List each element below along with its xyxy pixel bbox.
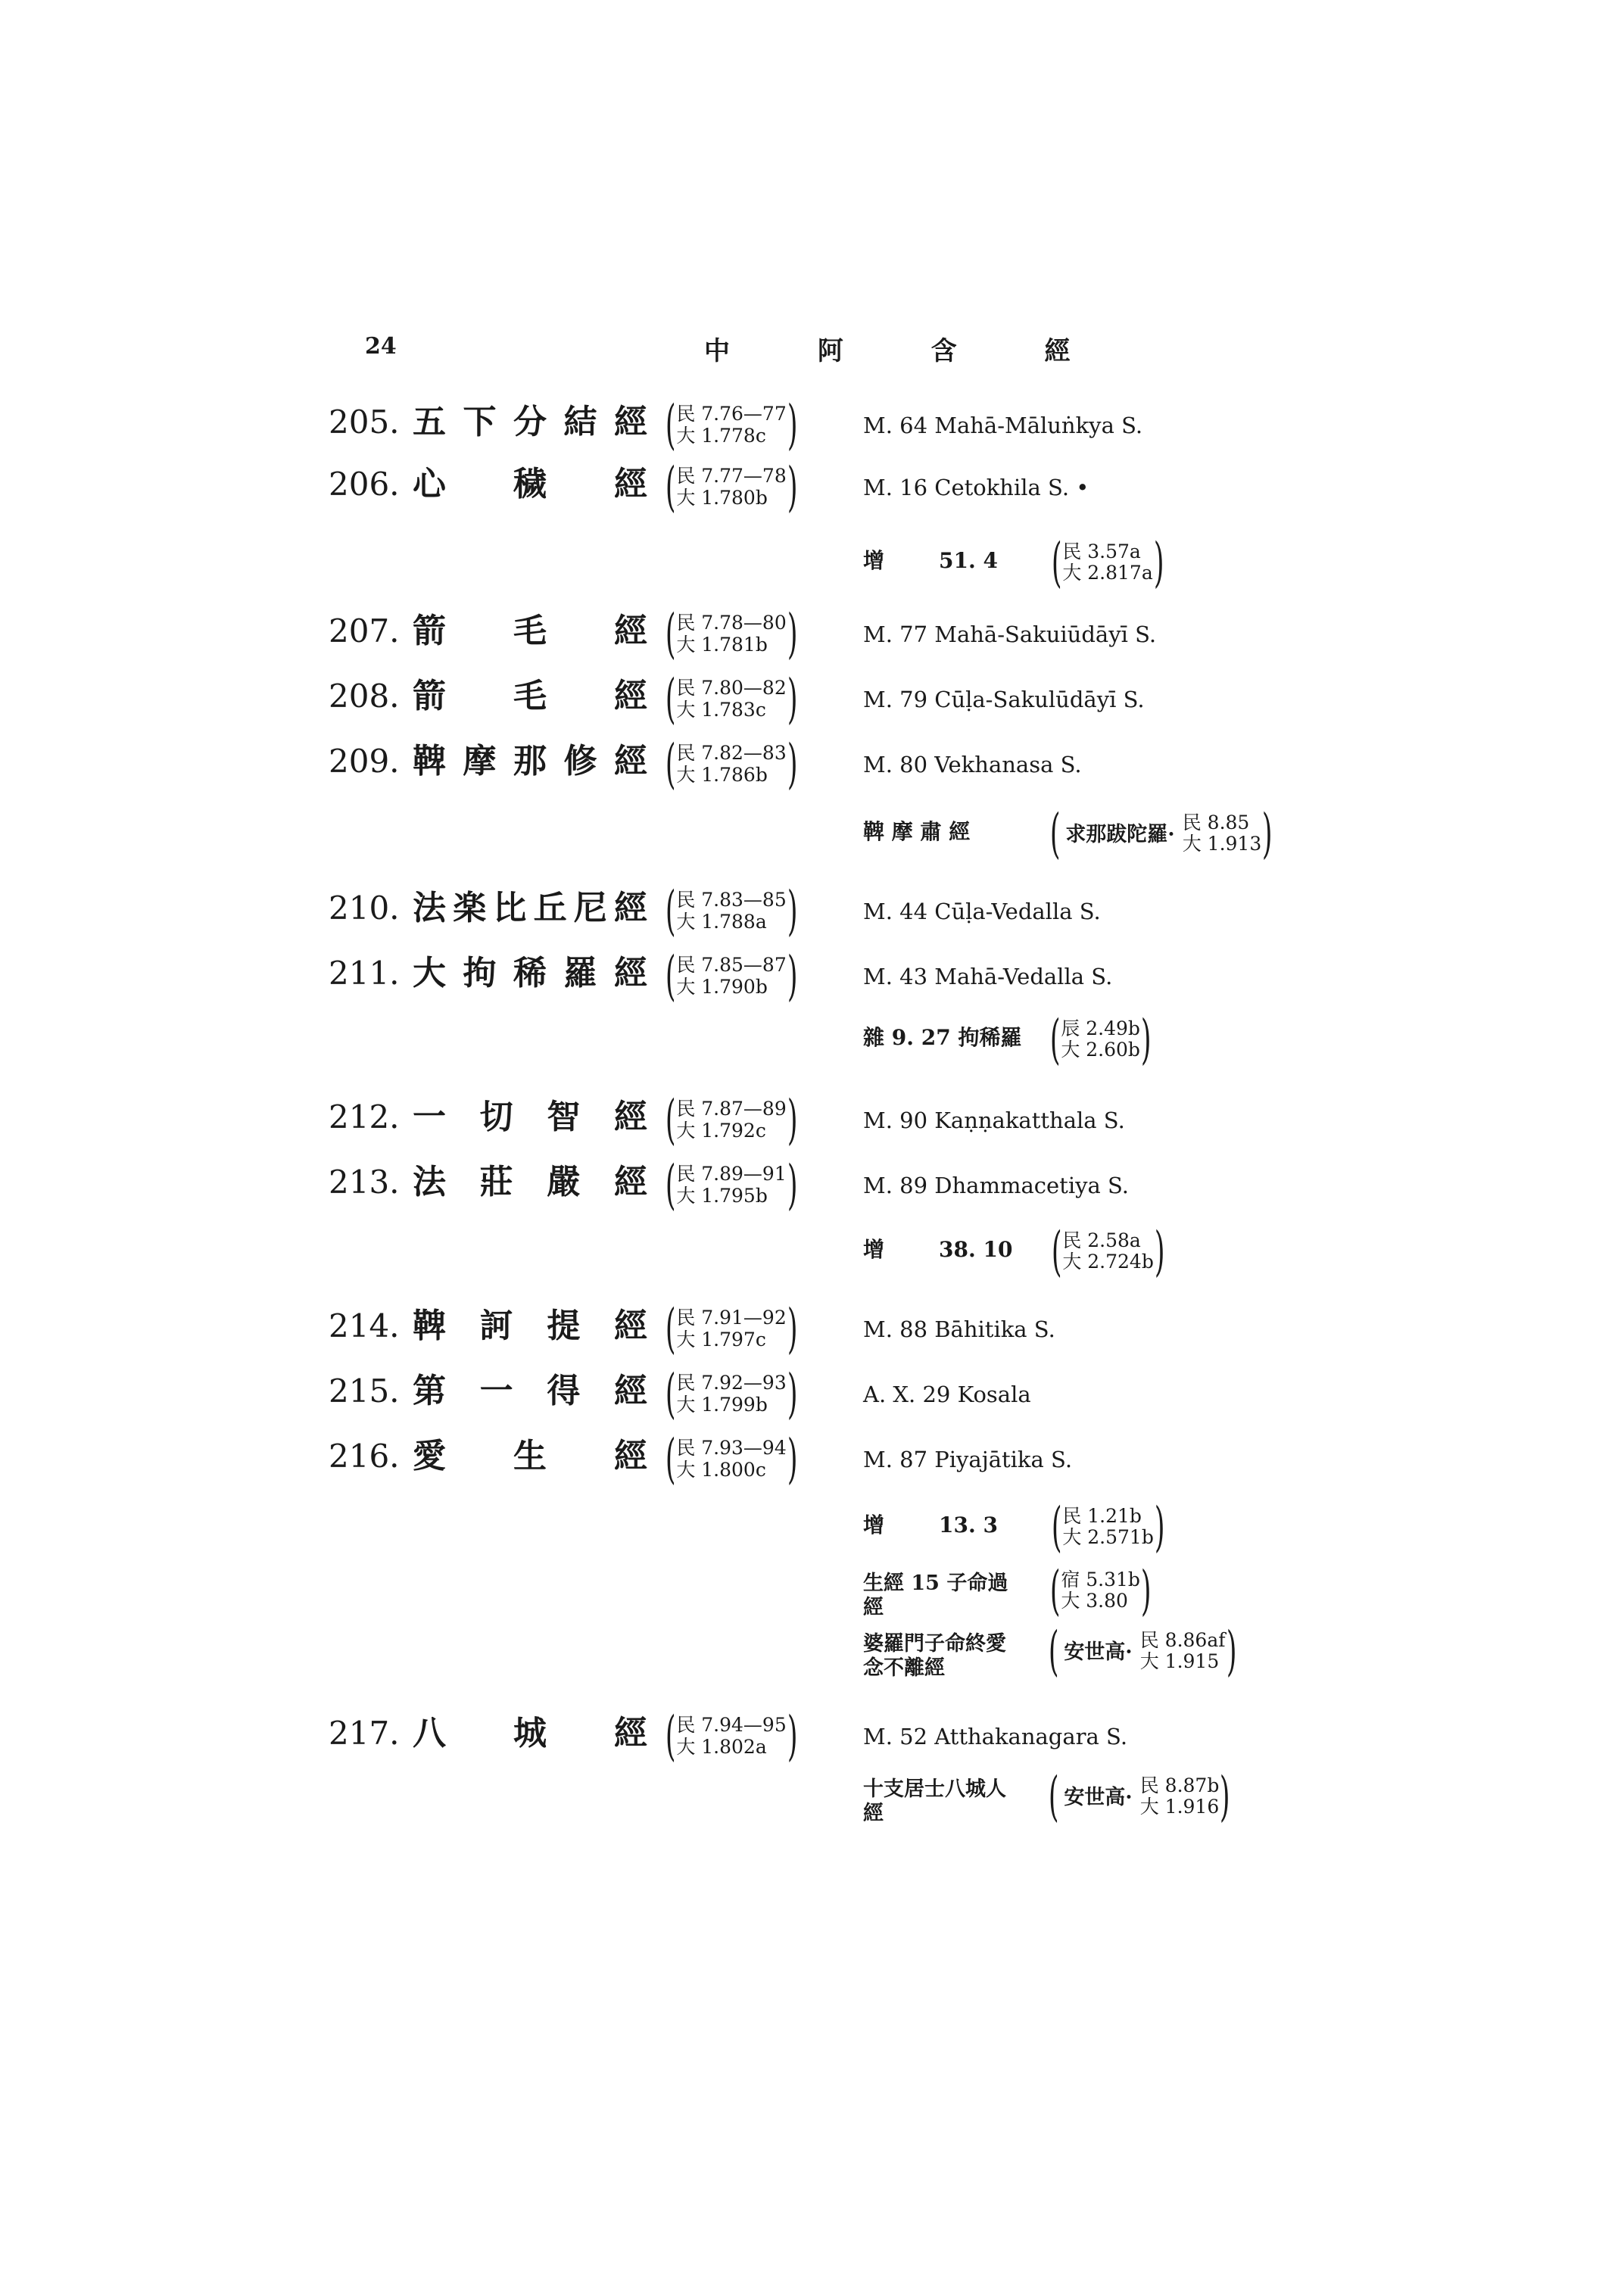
reference-line-1: 民 8.85 — [1182, 812, 1250, 833]
right-paren: ) — [1220, 1765, 1230, 1827]
sutra-title-char: 毛 — [513, 612, 547, 650]
entry-number: 215. — [329, 1372, 400, 1410]
reference-stack — [676, 612, 786, 656]
sutra-title-char: 下 — [463, 403, 497, 441]
reference-line-1: 民 7.80—82 — [676, 677, 787, 699]
reference-line-2: 大 2.724b — [1062, 1251, 1154, 1273]
sutra-title-char: 經 — [614, 1437, 647, 1475]
sutra-reference — [660, 945, 803, 1007]
sutra-title-char: 楽 — [453, 889, 487, 927]
entry-row — [0, 1089, 1624, 1157]
sutra-title-char: 丘 — [533, 889, 567, 927]
entry-row — [0, 880, 1624, 948]
pali-parallel: M. 90 Kaṇṇakatthala S. — [863, 1108, 1125, 1133]
right-paren: ) — [787, 1363, 798, 1425]
reference-line-2: 大 1.781b — [676, 634, 768, 656]
sutra-title-char: 經 — [613, 1163, 647, 1201]
right-paren: ) — [1153, 531, 1164, 594]
sutra-title-char: 智 — [547, 1098, 581, 1136]
pali-parallel: M. 88 Bāhitika S. — [863, 1316, 1055, 1342]
parallel-source: 鞞 摩 肅 經 — [863, 819, 971, 844]
sutra-title-char: 箭 — [413, 612, 446, 650]
left-paren: ( — [665, 733, 676, 795]
reference-line-2: 大 1.780b — [676, 487, 768, 509]
reference-stack — [676, 403, 786, 447]
reference-stack — [676, 954, 786, 998]
pali-parallel: M. 52 Atthakanagara S. — [863, 1724, 1128, 1749]
entry-row — [0, 456, 1624, 524]
parallel-row — [0, 531, 1624, 607]
sutra-title-char: 第 — [413, 1372, 446, 1410]
reference-group — [660, 603, 803, 665]
right-paren: ) — [787, 880, 798, 942]
sutra-title-char: 經 — [614, 954, 647, 992]
parallel-source: 增 — [863, 548, 885, 573]
reference-stack — [676, 889, 786, 933]
sutra-title-char: 經 — [614, 465, 647, 503]
sutra-title-char: 鞞 — [413, 1307, 446, 1345]
sutra-title-char: 法 — [413, 889, 446, 927]
sutra-title-char: 經 — [614, 403, 647, 441]
sutra-reference — [660, 1705, 803, 1767]
sutra-title-char: 一 — [479, 1372, 513, 1410]
parallel-number: 38. 10 — [939, 1237, 1013, 1262]
parallel-reference — [1045, 1008, 1156, 1070]
entry-number: 213. — [329, 1164, 400, 1201]
reference-line-2: 大 1.799b — [676, 1394, 768, 1416]
sutra-title-char: 經 — [613, 1307, 647, 1345]
reference-stack — [676, 1372, 786, 1416]
reference-stack — [1062, 1230, 1154, 1273]
sutra-title-char: 一 — [413, 1098, 446, 1136]
right-paren: ) — [787, 394, 798, 456]
right-paren: ) — [787, 1705, 798, 1767]
sutra-title-char: 分 — [513, 403, 547, 441]
entry-row — [0, 603, 1624, 671]
reference-stack — [1062, 1506, 1154, 1548]
reference-stack — [676, 1307, 786, 1351]
reference-stack — [676, 1437, 786, 1481]
reference-line-1: 民 8.87b — [1139, 1774, 1220, 1796]
entry-row — [0, 1154, 1624, 1222]
left-paren: ( — [1051, 1220, 1062, 1282]
left-paren: ( — [1051, 531, 1062, 594]
pali-parallel: M. 16 Cetokhila S. • — [863, 475, 1089, 500]
parallel-row — [0, 1559, 1624, 1637]
sutra-title-char: 生 — [513, 1437, 547, 1475]
entry-row — [0, 1363, 1624, 1431]
sutra-title-char: 八 — [413, 1714, 446, 1752]
left-paren: ( — [665, 1428, 676, 1490]
entry-number: 205. — [329, 403, 400, 441]
sutra-title — [413, 401, 647, 444]
right-paren: ) — [787, 1298, 798, 1360]
pali-parallel: M. 43 Mahā-Vedalla S. — [863, 964, 1113, 989]
right-paren: ) — [1262, 802, 1273, 865]
left-paren: ( — [1048, 1620, 1059, 1682]
reference-group — [660, 1705, 803, 1767]
reference-line-1: 民 7.77—78 — [676, 465, 787, 487]
parallel-row — [0, 802, 1624, 878]
left-paren: ( — [1049, 1559, 1061, 1622]
sutra-reference — [660, 1089, 803, 1151]
left-paren: ( — [665, 603, 676, 665]
sutra-reference — [660, 1363, 803, 1425]
entry-number: 211. — [329, 955, 400, 992]
sutra-title-char: 修 — [563, 742, 597, 780]
sutra-title-char: 城 — [513, 1714, 547, 1752]
reference-stack — [676, 1163, 786, 1207]
sutra-title — [413, 610, 647, 653]
entry-row — [0, 394, 1624, 462]
pali-parallel: A. X. 29 Kosala — [863, 1382, 1031, 1407]
sutra-title — [413, 887, 647, 930]
entry-number: 209. — [329, 743, 400, 780]
parallel-source-line-2: 經 — [863, 1802, 884, 1825]
left-paren: ( — [665, 668, 676, 730]
sutra-title-char: 經 — [614, 612, 647, 650]
reference-stack — [1140, 1775, 1220, 1818]
reference-group — [660, 945, 803, 1007]
parallel-source: 雜 9. 27 拘稀羅 — [863, 1025, 1022, 1050]
sutra-title-char: 摩 — [463, 742, 497, 780]
reference-line-1: 辰 2.49b — [1061, 1017, 1140, 1039]
sutra-title-char: 莊 — [479, 1163, 513, 1201]
reference-line-2: 大 1.916 — [1139, 1796, 1220, 1818]
sutra-title-char: 比 — [493, 889, 527, 927]
entry-number: 206. — [329, 466, 400, 503]
left-paren: ( — [665, 456, 676, 518]
reference-group — [660, 1298, 803, 1360]
right-paren: ) — [1226, 1620, 1236, 1682]
left-paren: ( — [665, 394, 676, 456]
parallel-source: 增 — [863, 1513, 885, 1537]
right-paren: ) — [1140, 1559, 1152, 1622]
sutra-reference — [660, 603, 803, 665]
left-paren: ( — [1049, 1008, 1061, 1070]
right-paren: ) — [787, 945, 798, 1007]
right-paren: ) — [1154, 1220, 1165, 1282]
sutra-title-char: 得 — [547, 1372, 581, 1410]
reference-line-1: 宿 5.31b — [1061, 1569, 1140, 1590]
parallel-reference — [1045, 1559, 1156, 1622]
sutra-title-char: 經 — [613, 889, 647, 927]
reference-stack — [676, 1714, 786, 1758]
reference-line-2: 大 3.80 — [1061, 1590, 1128, 1612]
parallel-reference — [1043, 1620, 1242, 1682]
sutra-title-char: 經 — [613, 1098, 647, 1136]
reference-line-1: 民 7.83—85 — [676, 889, 787, 911]
page-title: 中 阿 含 經 — [704, 336, 1110, 366]
parallel-source-line-1: 生經 15 子命過 — [863, 1572, 1008, 1595]
sutra-title-char: 尼 — [573, 889, 607, 927]
sutra-title-char: 穢 — [513, 465, 547, 503]
entry-row — [0, 733, 1624, 801]
reference-stack — [1061, 1569, 1140, 1612]
left-paren: ( — [665, 1154, 676, 1216]
reference-group — [660, 880, 803, 942]
reference-stack — [1140, 1630, 1226, 1672]
reference-stack — [676, 677, 786, 721]
reference-line-1: 民 7.82—83 — [676, 742, 787, 764]
sutra-title — [413, 1370, 647, 1413]
parallel-reference — [1046, 531, 1169, 594]
reference-line-1: 民 7.91—92 — [676, 1307, 787, 1329]
reference-line-2: 大 1.795b — [676, 1185, 768, 1207]
entry-number: 210. — [329, 889, 400, 927]
pali-parallel: M. 79 Cūḷa-Sakulūdāyī S. — [863, 687, 1145, 712]
reference-group — [660, 1363, 803, 1425]
sutra-title-char: 那 — [513, 742, 547, 780]
reference-line-2: 大 1.778c — [676, 425, 766, 447]
entry-row — [0, 1298, 1624, 1366]
reference-stack — [1062, 541, 1152, 584]
right-paren: ) — [787, 1428, 798, 1490]
parallel-reference — [1046, 1496, 1170, 1558]
reference-line-2: 大 1.786b — [676, 764, 768, 786]
entry-row — [0, 668, 1624, 736]
reference-stack — [1183, 812, 1262, 855]
reference-line-2: 大 1.790b — [676, 976, 768, 998]
entry-number: 214. — [329, 1307, 400, 1344]
reference-stack — [676, 1098, 786, 1142]
sutra-reference — [660, 668, 803, 730]
sutra-reference — [660, 1154, 803, 1216]
sutra-title-char: 大 — [413, 954, 446, 992]
parallel-source-line-1: 十支居士八城人 — [863, 1777, 1006, 1801]
left-paren: ( — [665, 1363, 676, 1425]
left-paren: ( — [665, 1089, 676, 1151]
reference-group — [1046, 1496, 1170, 1558]
left-paren: ( — [665, 945, 676, 1007]
reference-line-2: 大 1.800c — [676, 1459, 766, 1481]
sutra-title-char: 經 — [613, 1372, 647, 1410]
right-paren: ) — [787, 1089, 798, 1151]
reference-line-1: 民 7.76—77 — [676, 403, 787, 425]
parallel-row — [0, 1008, 1624, 1084]
sutra-reference — [660, 1428, 803, 1490]
pali-parallel: M. 77 Mahā-Sakuiūdāyī S. — [863, 622, 1157, 647]
parallel-reference — [1045, 802, 1278, 865]
sutra-title — [413, 1712, 647, 1755]
parallel-source-line-2: 念不離經 — [863, 1656, 945, 1680]
sutra-reference — [660, 1298, 803, 1360]
sutra-title-char: 鞞 — [413, 742, 446, 780]
reference-line-1: 民 2.58a — [1062, 1229, 1141, 1251]
entry-number: 207. — [329, 612, 400, 650]
reference-line-1: 民 7.93—94 — [676, 1437, 787, 1459]
sutra-title-char: 結 — [563, 403, 597, 441]
parallel-source: 增 — [863, 1237, 885, 1262]
pali-parallel: M. 80 Vekhanasa S. — [863, 752, 1082, 777]
parallel-reference — [1046, 1220, 1170, 1282]
sutra-reference — [660, 456, 803, 518]
sutra-title — [413, 1161, 647, 1204]
reference-group — [660, 668, 803, 730]
parallel-row — [0, 1765, 1624, 1843]
right-paren: ) — [787, 668, 798, 730]
parallel-row — [0, 1220, 1624, 1296]
entry-row — [0, 945, 1624, 1013]
page-number: 24 — [365, 333, 397, 360]
entry-number: 208. — [329, 678, 400, 715]
parallel-row — [0, 1496, 1624, 1572]
right-paren: ) — [1140, 1008, 1152, 1070]
right-paren: ) — [787, 1154, 798, 1216]
reference-line-2: 大 1.788a — [676, 911, 767, 933]
sutra-title — [413, 740, 647, 783]
reference-group — [1045, 1008, 1156, 1070]
parallel-reference — [1043, 1765, 1236, 1827]
right-paren: ) — [787, 603, 798, 665]
sutra-title — [413, 952, 647, 995]
reference-line-1: 民 7.94—95 — [676, 1714, 787, 1736]
translator: 安世高· — [1064, 1786, 1133, 1809]
entry-number: 212. — [329, 1098, 400, 1136]
sutra-reference — [660, 394, 803, 456]
sutra-title-char: 經 — [614, 677, 647, 715]
reference-group — [660, 394, 803, 456]
sutra-title-char: 切 — [479, 1098, 513, 1136]
sutra-title-char: 嚴 — [547, 1163, 581, 1201]
sutra-title — [413, 463, 647, 506]
reference-line-1: 民 7.87—89 — [676, 1098, 787, 1120]
parallel-source — [863, 1777, 1045, 1826]
reference-line-2: 大 1.783c — [676, 699, 766, 721]
sutra-title-char: 提 — [547, 1307, 581, 1345]
pali-parallel: M. 64 Mahā-Māluṅkya S. — [863, 413, 1143, 438]
right-paren: ) — [787, 456, 798, 518]
translator: 求那跋陀羅· — [1065, 823, 1175, 846]
reference-group — [660, 1428, 803, 1490]
pali-parallel: M. 87 Piyajātika S. — [863, 1447, 1073, 1472]
right-paren: ) — [1154, 1496, 1165, 1558]
reference-line-1: 民 7.89—91 — [676, 1163, 787, 1185]
reference-line-1: 民 7.92—93 — [676, 1372, 787, 1394]
reference-line-2: 大 1.915 — [1139, 1650, 1220, 1672]
reference-line-2: 大 1.913 — [1182, 833, 1262, 855]
sutra-reference — [660, 880, 803, 942]
entry-number: 216. — [329, 1438, 400, 1475]
parallel-source — [863, 1632, 1045, 1681]
reference-group — [660, 456, 803, 518]
sutra-title — [413, 1435, 647, 1478]
right-paren: ) — [787, 733, 798, 795]
parallel-row — [0, 1620, 1624, 1697]
parallel-source — [863, 1572, 1045, 1620]
sutra-title-char: 五 — [413, 403, 446, 441]
sutra-title-char: 法 — [413, 1163, 446, 1201]
pali-parallel: M. 44 Cūḷa-Vedalla S. — [863, 899, 1101, 924]
left-paren: ( — [665, 880, 676, 942]
reference-group — [660, 1154, 803, 1216]
sutra-title-char: 經 — [614, 742, 647, 780]
translator: 安世高· — [1064, 1640, 1133, 1664]
reference-line-1: 民 7.78—80 — [676, 612, 787, 634]
reference-line-1: 民 7.85—87 — [676, 954, 787, 976]
reference-line-1: 民 3.57a — [1062, 541, 1141, 562]
sutra-title-char: 訶 — [479, 1307, 513, 1345]
reference-line-2: 大 2.60b — [1061, 1039, 1140, 1061]
sutra-title-char: 愛 — [413, 1437, 446, 1475]
sutra-title-char: 毛 — [513, 677, 547, 715]
sutra-title-char: 心 — [413, 465, 446, 503]
reference-line-2: 大 1.792c — [676, 1120, 766, 1142]
sutra-title-char: 羅 — [563, 954, 597, 992]
left-paren: ( — [1048, 1765, 1059, 1827]
parallel-source-line-2: 經 — [863, 1596, 884, 1619]
parallel-source-line-1: 婆羅門子命終愛 — [863, 1632, 1006, 1656]
sutra-title — [413, 675, 647, 718]
reference-stack — [676, 465, 786, 509]
reference-stack — [1061, 1018, 1140, 1061]
entry-number: 217. — [329, 1715, 400, 1752]
reference-stack — [676, 742, 786, 786]
reference-line-1: 民 8.86af — [1139, 1629, 1226, 1651]
reference-group — [1046, 531, 1169, 594]
sutra-title — [413, 1305, 647, 1347]
reference-line-2: 大 1.797c — [676, 1329, 766, 1351]
reference-group — [1046, 1220, 1170, 1282]
sutra-title-char: 箭 — [413, 677, 446, 715]
left-paren: ( — [1049, 802, 1061, 865]
reference-group — [660, 733, 803, 795]
reference-group — [1045, 1559, 1156, 1622]
reference-line-2: 大 1.802a — [676, 1736, 767, 1758]
left-paren: ( — [1051, 1496, 1062, 1558]
sutra-reference — [660, 733, 803, 795]
left-paren: ( — [665, 1705, 676, 1767]
sutra-title-char: 拘 — [463, 954, 497, 992]
reference-line-2: 大 2.817a — [1062, 562, 1153, 584]
entry-row — [0, 1705, 1624, 1773]
reference-line-2: 大 2.571b — [1062, 1526, 1154, 1548]
sutra-title-char: 稀 — [513, 954, 547, 992]
pali-parallel: M. 89 Dhammacetiya S. — [863, 1173, 1130, 1198]
sutra-title-char: 經 — [614, 1714, 647, 1752]
reference-line-1: 民 1.21b — [1062, 1505, 1142, 1527]
left-paren: ( — [665, 1298, 676, 1360]
parallel-number: 51. 4 — [939, 548, 998, 573]
reference-group — [660, 1089, 803, 1151]
parallel-number: 13. 3 — [939, 1513, 998, 1537]
sutra-title — [413, 1096, 647, 1139]
entry-row — [0, 1428, 1624, 1496]
